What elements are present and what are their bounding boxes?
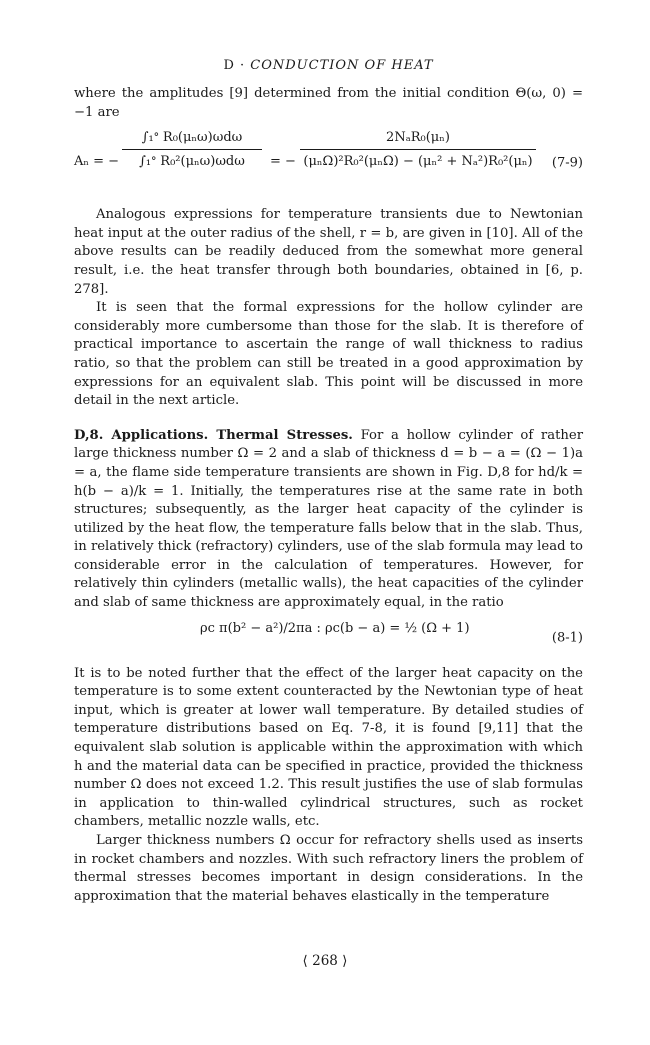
eq-8-1-number: (8-1) xyxy=(551,630,583,646)
page-body xyxy=(74,58,583,906)
header-section-title: CONDUCTION OF HEAT xyxy=(250,58,434,73)
eq-8-1-expression: ρc π(b² − a²)/2πa : ρc(b − a) = ½ (Ω + 1) xyxy=(200,620,470,636)
eq-7-9-fraction-right xyxy=(300,130,536,169)
eq-7-9-denominator-right: (μₙΩ)²R₀²(μₙΩ) − (μₙ² + Nₐ²)R₀²(μₙ) xyxy=(303,154,533,170)
paragraph-applications-text: For a hollow cylinder of rather large thickness number Ω = 2 and a slab of thickness d = b − a = (Ω − 1)a = a, the flame side temperature transients are shown in Fig. D,8 for hd/k = h(b − a)/k = 1. Initially, the temperatures rise at the same rate in both structures; subsequently, as the larger heat capacity of the cylinder is utilized by the heat flow, the temperature falls below that in the slab. Thus, in relatively thick (refractory) cylinders, use of the slab formula may lead to considerable error in the calculation of temperatures. However, for relatively thin cylinders (metallic walls), the heat capacities of the cylinder and slab of same thickness are approximately equal, in the ratio xyxy=(74,427,583,611)
running-header xyxy=(74,58,583,73)
paragraph-formal-expressions: It is seen that the formal expressions for the hollow cylinder are considerably more cumbersome than those for the slab. It is therefore of practical importance to ascertain the range of wall thickness to radius ratio, so that the problem can still be treated in a good approximation by expressions for an equivalent slab. This point will be discussed in more detail in the next article. xyxy=(74,300,583,409)
paragraph-applications xyxy=(74,427,583,613)
paragraph-amplitudes: where the amplitudes [9] determined from the initial condition Θ(ω, 0) = −1 are xyxy=(74,86,583,120)
paragraph-heat-capacity: It is to be noted further that the effect of the larger heat capacity on the temperature is to some extent counteracted by the Newtonian type of heat input, which is greater at lower wall temperature. By detailed studies of temperature distributions based on Eq. 7-8, it is found [9,11] that the equivalent slab solution is applicable within the approximation with which h and the material data can be specified in practice, provided the thickness number Ω does not exceed 1.2. This result justifies the use of slab formulas in application to thin-walled cylindrical structures, such as rocket chambers, metallic nozzle walls, etc. xyxy=(74,665,583,830)
eq-7-9-denominator-left: ∫₁ᐤ R₀²(μₙω)ωdω xyxy=(139,154,245,170)
eq-7-9-numerator-right: 2NₐR₀(μₙ) xyxy=(300,130,536,150)
equation-8-1 xyxy=(74,617,583,659)
eq-7-9-fraction-left xyxy=(122,130,262,169)
eq-7-9-lhs: Aₙ = − xyxy=(74,154,120,170)
header-section-letter: D · xyxy=(223,58,246,73)
section-heading: D,8. Applications. Thermal Stresses. xyxy=(74,427,353,443)
equation-7-9 xyxy=(74,126,583,200)
paragraph-analogous: Analogous expressions for temperature transients due to Newtonian heat input at the outer radius of the shell, r = b, are given in [10]. All of the above results can be readily deduced from the somewhat more general result, i.e. the heat transfer through both boundaries, obtained in [6, p. 278]. xyxy=(74,207,583,297)
eq-7-9-numerator-left: ∫₁ᐤ R₀(μₙω)ωdω xyxy=(122,130,262,150)
page-number: ⟨ 268 ⟩ xyxy=(302,953,348,969)
paragraph-thickness-numbers: Larger thickness numbers Ω occur for refractory shells used as inserts in rocket chambers and nozzles. With such refractory liners the problem of thermal stresses becomes important in design considerations. In the approximation that the material behaves elastically in the temperature xyxy=(74,833,583,904)
eq-7-9-number: (7-9) xyxy=(551,155,583,171)
eq-7-9-mid: = − xyxy=(270,154,296,170)
